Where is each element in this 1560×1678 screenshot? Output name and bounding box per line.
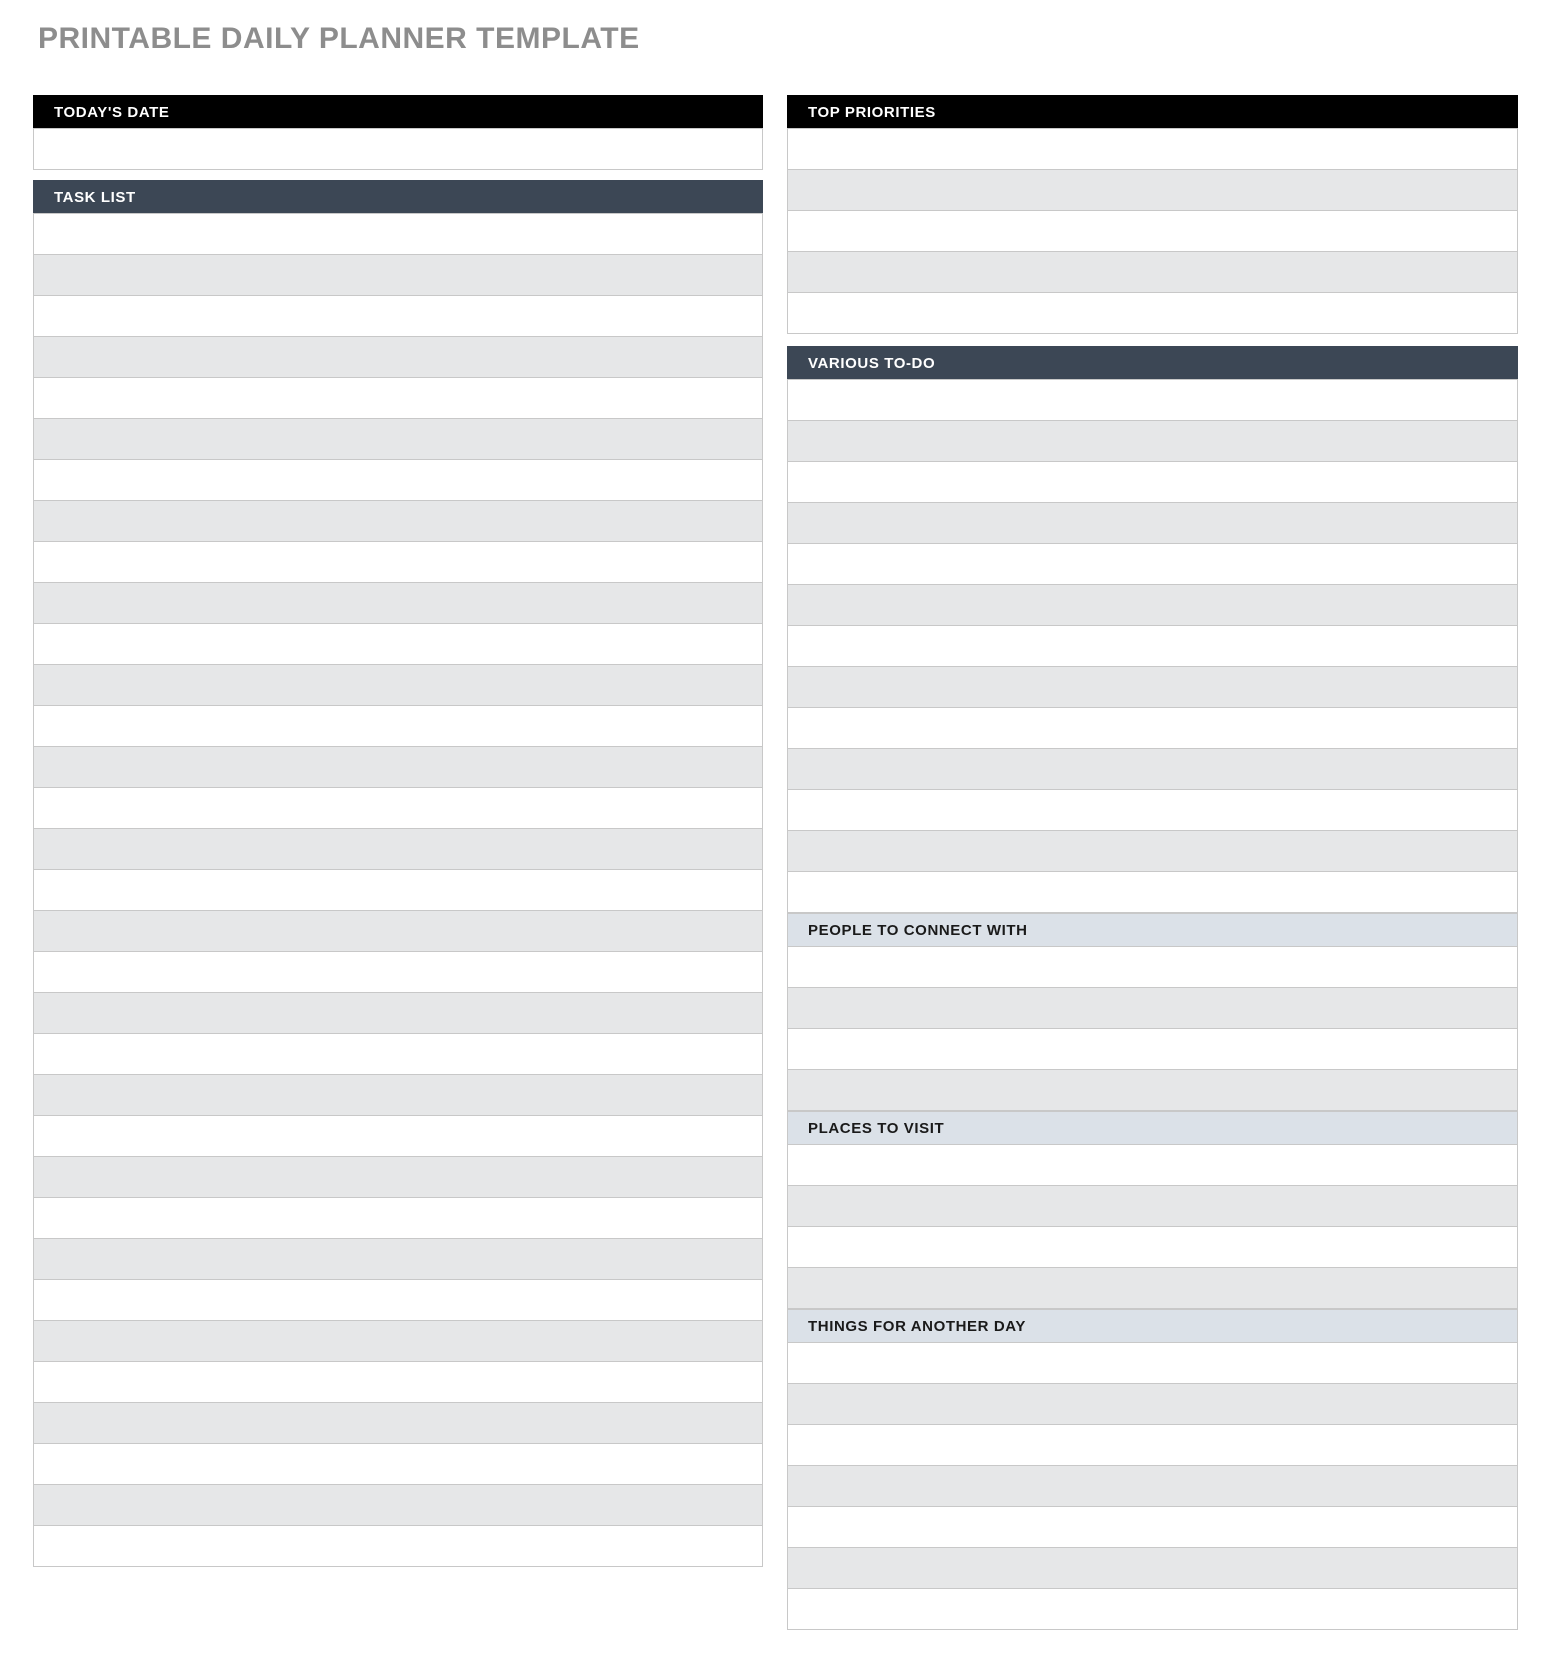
write-in-row[interactable] [787, 1227, 1518, 1268]
section-todays-date [33, 95, 763, 170]
things-for-another-day-rows[interactable] [787, 1342, 1518, 1630]
write-in-row[interactable] [787, 749, 1518, 790]
write-in-row[interactable] [787, 503, 1518, 544]
write-in-row[interactable] [33, 829, 763, 870]
write-in-row[interactable] [787, 129, 1518, 170]
left-spacer-1 [33, 170, 763, 180]
write-in-row[interactable] [787, 293, 1518, 334]
write-in-row[interactable] [787, 667, 1518, 708]
write-in-row[interactable] [33, 1321, 763, 1362]
places-to-visit-rows[interactable] [787, 1144, 1518, 1309]
write-in-row[interactable] [33, 542, 763, 583]
write-in-row[interactable] [33, 1280, 763, 1321]
write-in-row[interactable] [787, 252, 1518, 293]
section-various-to-do [787, 346, 1518, 913]
todays-date-heading: TODAY'S DATE [33, 95, 763, 128]
write-in-row[interactable] [33, 583, 763, 624]
task-list-heading: TASK LIST [33, 180, 763, 213]
section-top-priorities [787, 95, 1518, 334]
write-in-row[interactable] [33, 501, 763, 542]
write-in-row[interactable] [787, 708, 1518, 749]
write-in-row[interactable] [787, 790, 1518, 831]
write-in-row[interactable] [787, 1268, 1518, 1309]
write-in-row[interactable] [33, 993, 763, 1034]
various-to-do-rows[interactable] [787, 379, 1518, 913]
write-in-row[interactable] [33, 1157, 763, 1198]
write-in-row[interactable] [33, 952, 763, 993]
write-in-row[interactable] [33, 911, 763, 952]
write-in-row[interactable] [787, 1589, 1518, 1630]
section-people-to-connect-with [787, 913, 1518, 1111]
write-in-row[interactable] [33, 337, 763, 378]
write-in-row[interactable] [787, 1507, 1518, 1548]
write-in-row[interactable] [787, 544, 1518, 585]
things-for-another-day-heading: THINGS FOR ANOTHER DAY [787, 1309, 1518, 1342]
write-in-row[interactable] [787, 1384, 1518, 1425]
places-to-visit-heading: PLACES TO VISIT [787, 1111, 1518, 1144]
right-spacer-1 [787, 334, 1518, 346]
write-in-row[interactable] [33, 1239, 763, 1280]
write-in-row[interactable] [33, 1075, 763, 1116]
write-in-row[interactable] [787, 211, 1518, 252]
write-in-row[interactable] [787, 872, 1518, 913]
write-in-row[interactable] [33, 870, 763, 911]
write-in-row[interactable] [33, 460, 763, 501]
write-in-row[interactable] [33, 624, 763, 665]
write-in-row[interactable] [787, 421, 1518, 462]
right-column [787, 95, 1518, 1630]
write-in-row[interactable] [33, 1403, 763, 1444]
write-in-row[interactable] [787, 585, 1518, 626]
people-to-connect-with-heading: PEOPLE TO CONNECT WITH [787, 913, 1518, 946]
write-in-row[interactable] [33, 706, 763, 747]
section-task-list [33, 180, 763, 1567]
write-in-row[interactable] [787, 1070, 1518, 1111]
write-in-row[interactable] [787, 1548, 1518, 1589]
write-in-row[interactable] [787, 988, 1518, 1029]
task-list-rows[interactable] [33, 213, 763, 1567]
write-in-row[interactable] [33, 747, 763, 788]
write-in-row[interactable] [787, 947, 1518, 988]
write-in-row[interactable] [787, 1186, 1518, 1227]
write-in-row[interactable] [33, 1526, 763, 1567]
write-in-row[interactable] [787, 1029, 1518, 1070]
write-in-row[interactable] [33, 378, 763, 419]
people-to-connect-with-rows[interactable] [787, 946, 1518, 1111]
write-in-row[interactable] [33, 1198, 763, 1239]
write-in-row[interactable] [33, 129, 763, 170]
planner-columns [33, 95, 1528, 1630]
section-places-to-visit [787, 1111, 1518, 1309]
write-in-row[interactable] [33, 788, 763, 829]
write-in-row[interactable] [33, 255, 763, 296]
write-in-row[interactable] [33, 296, 763, 337]
page-title: PRINTABLE DAILY PLANNER TEMPLATE [38, 22, 640, 55]
write-in-row[interactable] [787, 626, 1518, 667]
write-in-row[interactable] [787, 1145, 1518, 1186]
various-to-do-heading: VARIOUS TO-DO [787, 346, 1518, 379]
top-priorities-rows[interactable] [787, 128, 1518, 334]
top-priorities-heading: TOP PRIORITIES [787, 95, 1518, 128]
write-in-row[interactable] [33, 214, 763, 255]
write-in-row[interactable] [787, 1466, 1518, 1507]
write-in-row[interactable] [33, 665, 763, 706]
write-in-row[interactable] [787, 831, 1518, 872]
write-in-row[interactable] [33, 1362, 763, 1403]
write-in-row[interactable] [787, 380, 1518, 421]
section-things-for-another-day [787, 1309, 1518, 1630]
todays-date-rows[interactable] [33, 128, 763, 170]
write-in-row[interactable] [33, 419, 763, 460]
write-in-row[interactable] [33, 1116, 763, 1157]
write-in-row[interactable] [33, 1485, 763, 1526]
write-in-row[interactable] [33, 1444, 763, 1485]
write-in-row[interactable] [787, 1343, 1518, 1384]
write-in-row[interactable] [787, 170, 1518, 211]
left-column [33, 95, 763, 1630]
write-in-row[interactable] [33, 1034, 763, 1075]
write-in-row[interactable] [787, 462, 1518, 503]
write-in-row[interactable] [787, 1425, 1518, 1466]
